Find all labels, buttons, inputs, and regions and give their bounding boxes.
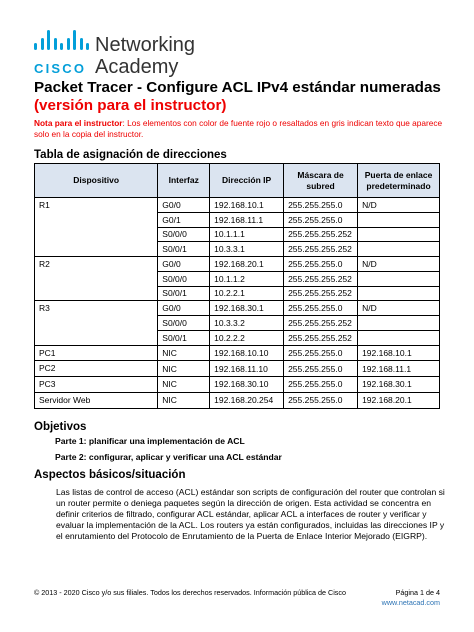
- logo-line2: Academy: [95, 56, 179, 78]
- device-cell: R2: [35, 257, 158, 301]
- addressing-table: [34, 163, 440, 409]
- table-cell: [358, 316, 440, 331]
- table-cell: 255.255.255.0: [284, 212, 358, 227]
- table-cell: G0/0: [158, 301, 210, 316]
- table-cell: N/D: [358, 257, 440, 272]
- table-cell: S0/0/0: [158, 271, 210, 286]
- table-cell: 255.255.255.0: [284, 361, 358, 377]
- cisco-wordmark: CISCO: [34, 61, 87, 76]
- table-row: [35, 361, 440, 377]
- table-cell: S0/0/1: [158, 286, 210, 301]
- table-cell: 10.3.3.1: [210, 242, 284, 257]
- column-header: Puerta de enlace predeterminado: [358, 164, 440, 198]
- device-cell: PC3: [35, 377, 158, 393]
- table-cell: 192.168.11.1: [210, 212, 284, 227]
- device-cell: R3: [35, 301, 158, 345]
- cisco-networking-academy-logo: [34, 28, 214, 82]
- table-cell: NIC: [158, 345, 210, 361]
- table-cell: 192.168.30.1: [358, 377, 440, 393]
- device-cell: Servidor Web: [35, 392, 158, 408]
- column-header: Interfaz: [158, 164, 210, 198]
- table-cell: 255.255.255.252: [284, 227, 358, 242]
- instructor-note: [34, 118, 454, 139]
- table-cell: [358, 227, 440, 242]
- table-cell: S0/0/1: [158, 330, 210, 345]
- objectives-heading: Objetivos: [34, 421, 87, 433]
- background-paragraph: Las listas de control de acceso (ACL) estándar son scripts de configuración del router que controlan si un router permite o deniega paquetes según la dirección de origen. Esta actividad se concentra en definir criterios de filtrado, configurar ACL estándar, aplicar ACL a interfaces de router y verificar y evaluar la implementación de la ACL. Los routers ya están configurados, incluidas las direcciones IP y el enrutamiento del Protocolo de Enrutamiento de la Puerta de Enlace Interior Mejorado (EIGRP).: [56, 487, 445, 541]
- table-cell: N/D: [358, 198, 440, 213]
- page-title: [34, 79, 449, 115]
- table-cell: 255.255.255.0: [284, 301, 358, 316]
- table-row: [35, 345, 440, 361]
- table-cell: [358, 330, 440, 345]
- footer-page-number: Página 1 de 4: [395, 588, 440, 597]
- table-cell: 192.168.20.1: [358, 392, 440, 408]
- table-cell: 255.255.255.252: [284, 242, 358, 257]
- table-header-row: [35, 164, 440, 198]
- footer-copyright: © 2013 - 2020 Cisco y/o sus filiales. Todos los derechos reservados. Información pública de Cisco: [34, 588, 346, 597]
- table-cell: 10.2.2.2: [210, 330, 284, 345]
- device-cell: PC1: [35, 345, 158, 361]
- table-cell: 255.255.255.252: [284, 286, 358, 301]
- table-cell: [358, 212, 440, 227]
- table-cell: 255.255.255.0: [284, 198, 358, 213]
- column-header: Máscara de subred: [284, 164, 358, 198]
- column-header: Dirección IP: [210, 164, 284, 198]
- table-cell: 192.168.11.10: [210, 361, 284, 377]
- table-cell: NIC: [158, 377, 210, 393]
- table-cell: 10.1.1.2: [210, 271, 284, 286]
- table-cell: 255.255.255.0: [284, 392, 358, 408]
- table-cell: 192.168.10.10: [210, 345, 284, 361]
- table-cell: [358, 271, 440, 286]
- table-cell: S0/0/1: [158, 242, 210, 257]
- table-cell: 255.255.255.252: [284, 271, 358, 286]
- objective-part-2: Parte 2: configurar, aplicar y verificar una ACL estándar: [55, 452, 282, 462]
- table-row: [35, 257, 440, 272]
- table-cell: 192.168.10.1: [210, 198, 284, 213]
- table-cell: N/D: [358, 301, 440, 316]
- note-text: : Los elementos con color de fuente rojo o resaltados en gris indican texto que aparece solo en la copia del instructor.: [34, 118, 443, 139]
- table-cell: G0/0: [158, 198, 210, 213]
- note-label: Nota para el instructor: [34, 118, 123, 128]
- table-cell: 255.255.255.252: [284, 330, 358, 345]
- table-cell: 192.168.30.10: [210, 377, 284, 393]
- table-cell: 10.1.1.1: [210, 227, 284, 242]
- device-cell: R1: [35, 198, 158, 257]
- table-row: [35, 377, 440, 393]
- table-row: [35, 392, 440, 408]
- column-header: Dispositivo: [35, 164, 158, 198]
- table-cell: NIC: [158, 361, 210, 377]
- table-cell: 255.255.255.252: [284, 316, 358, 331]
- device-cell: PC2: [35, 361, 158, 377]
- table-cell: 192.168.30.1: [210, 301, 284, 316]
- table-heading: Tabla de asignación de direcciones: [34, 149, 227, 161]
- table-row: [35, 198, 440, 213]
- cisco-bars-icon: [34, 28, 90, 50]
- table-cell: S0/0/0: [158, 227, 210, 242]
- table-cell: 255.255.255.0: [284, 345, 358, 361]
- table-cell: S0/0/0: [158, 316, 210, 331]
- table-cell: NIC: [158, 392, 210, 408]
- table-cell: 255.255.255.0: [284, 257, 358, 272]
- title-main: Packet Tracer - Configure ACL IPv4 estándar numeradas: [34, 79, 441, 96]
- table-cell: 192.168.20.254: [210, 392, 284, 408]
- table-cell: 192.168.11.1: [358, 361, 440, 377]
- background-heading: Aspectos básicos/situación: [34, 469, 186, 481]
- table-row: [35, 301, 440, 316]
- table-cell: [358, 242, 440, 257]
- table-cell: 192.168.10.1: [358, 345, 440, 361]
- table-cell: 10.2.2.1: [210, 286, 284, 301]
- logo-line1: Networking: [95, 34, 196, 56]
- networking-academy-wordmark: [95, 34, 195, 78]
- objective-part-1: Parte 1: planificar una implementación de ACL: [55, 436, 245, 446]
- footer-url-link[interactable]: www.netacad.com: [381, 598, 440, 607]
- table-cell: G0/0: [158, 257, 210, 272]
- table-cell: 192.168.20.1: [210, 257, 284, 272]
- table-cell: G0/1: [158, 212, 210, 227]
- table-cell: [358, 286, 440, 301]
- table-cell: 255.255.255.0: [284, 377, 358, 393]
- title-instructor-version: (versión para el instructor): [34, 97, 227, 114]
- table-cell: 10.3.3.2: [210, 316, 284, 331]
